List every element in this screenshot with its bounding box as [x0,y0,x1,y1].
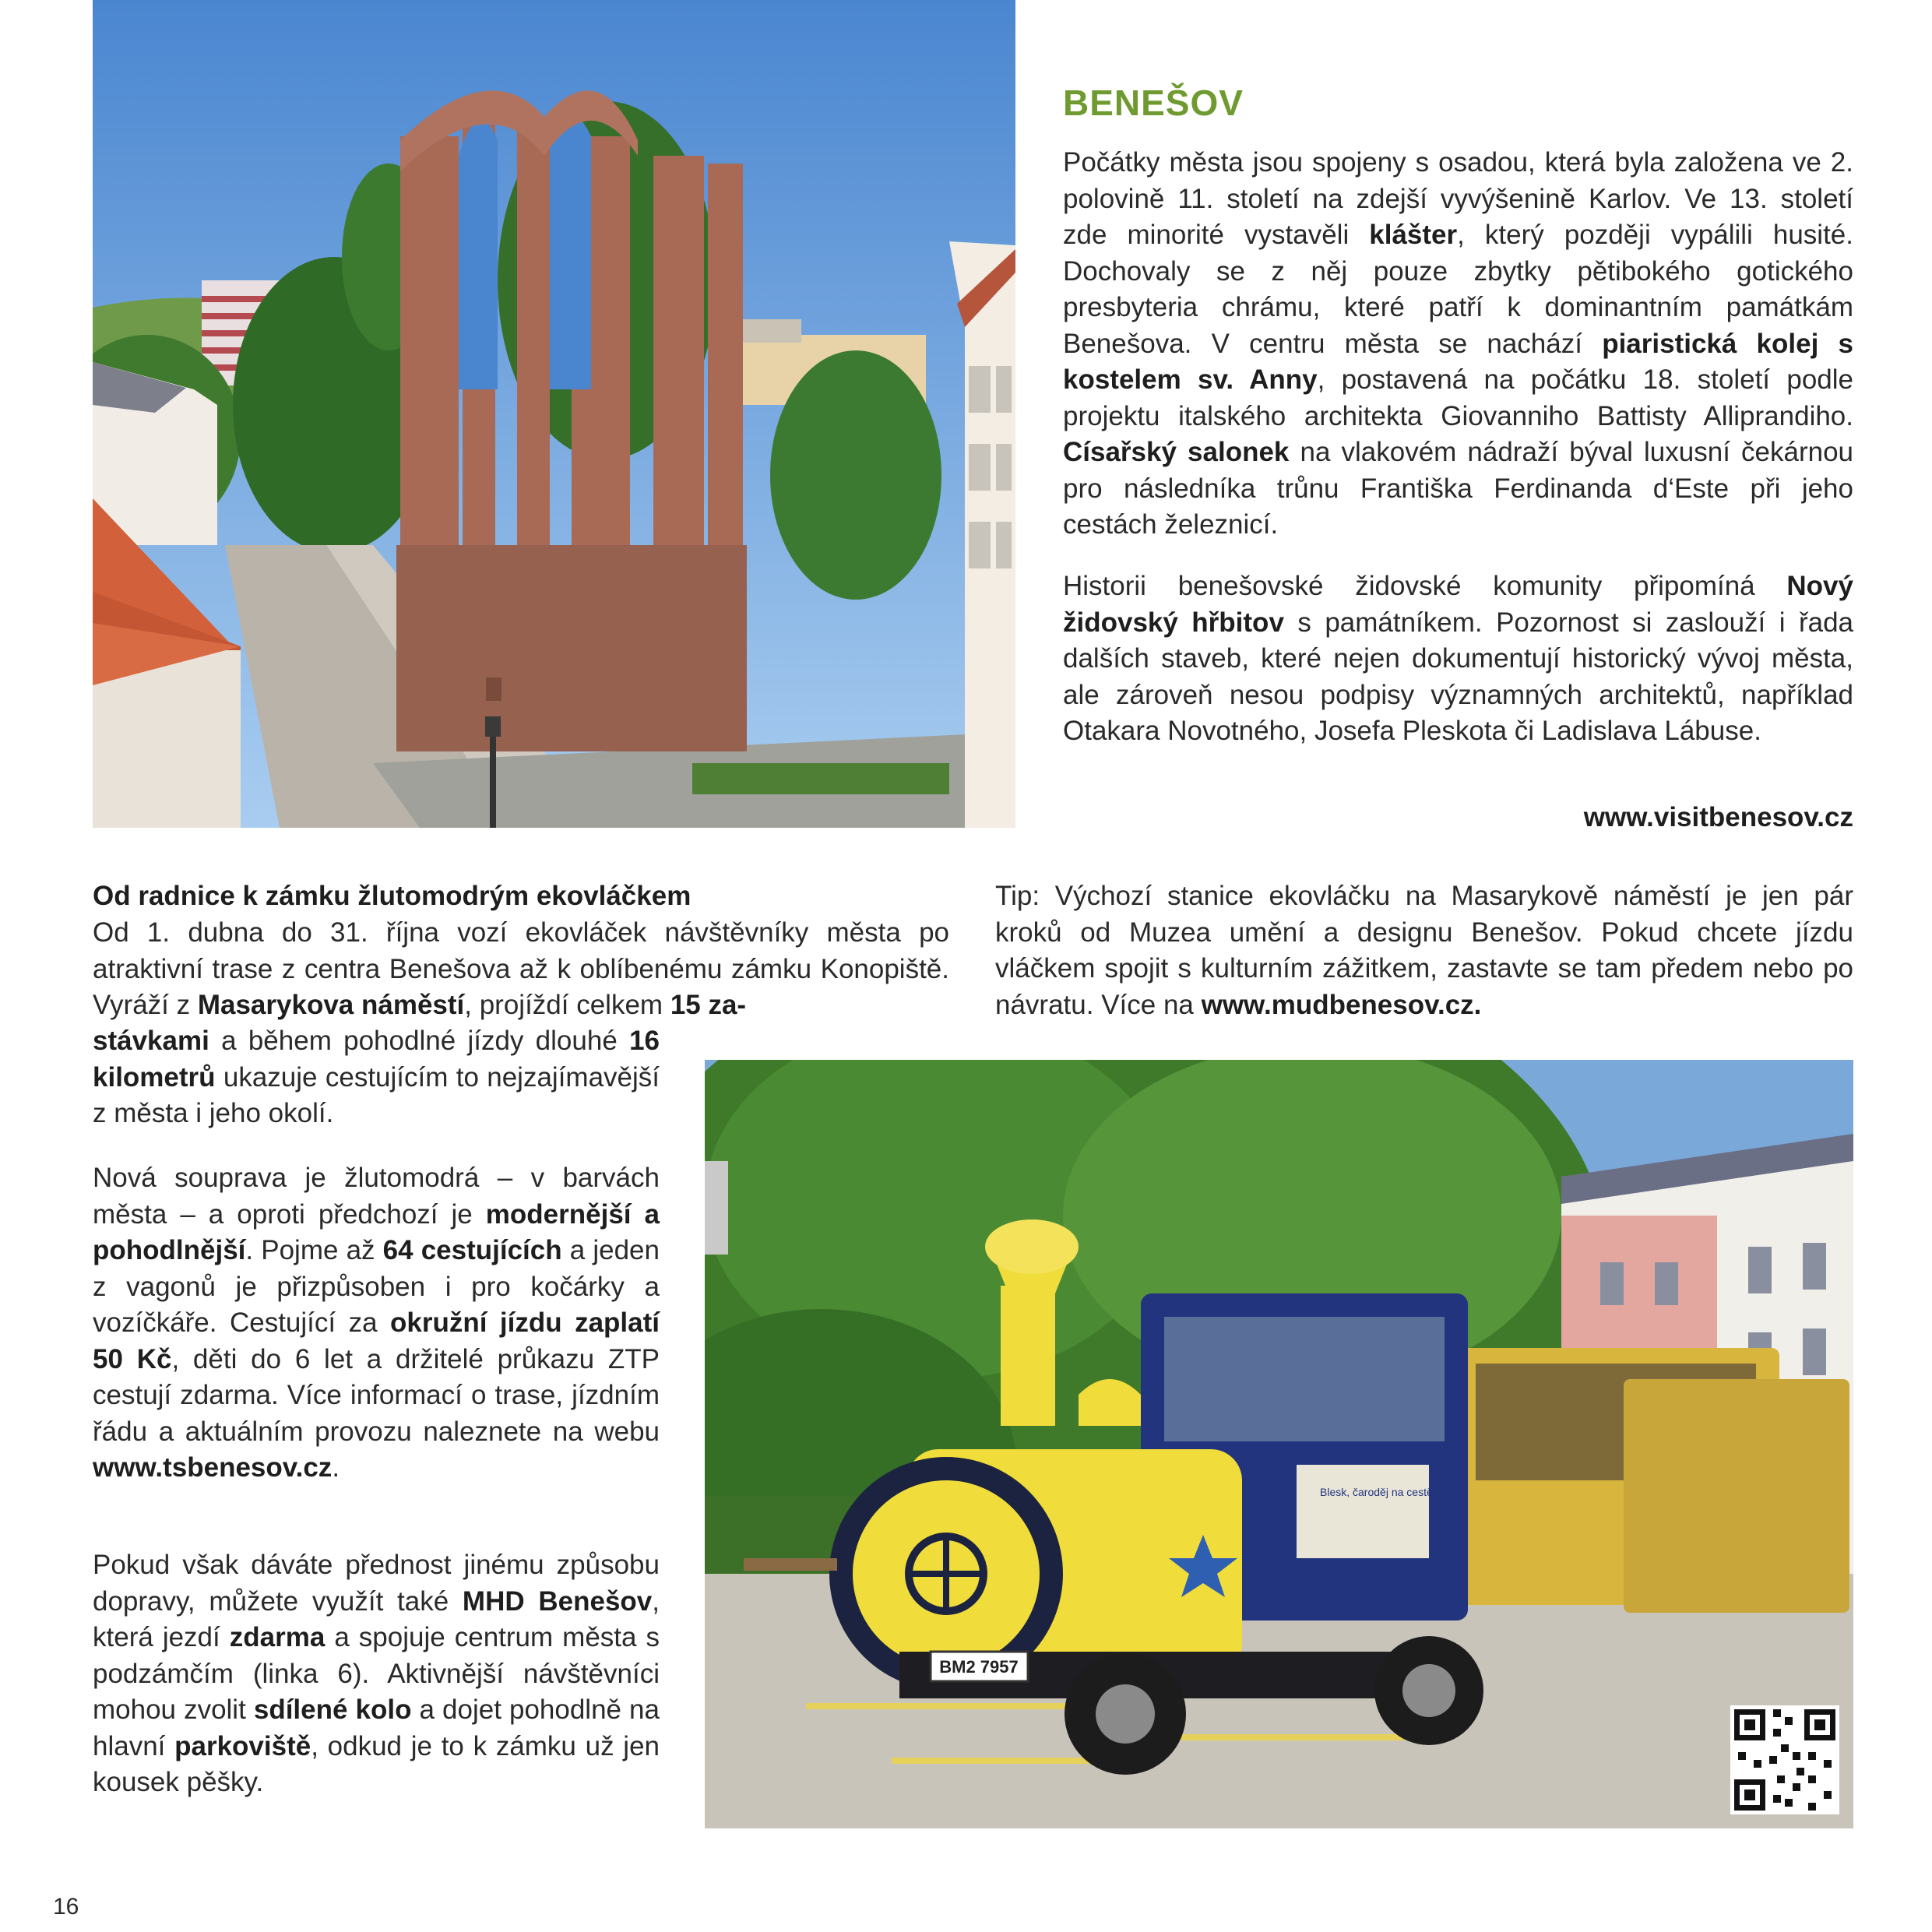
train-paragraph-3 [93,1547,660,1801]
license-plate: BM2 7957 [939,1657,1019,1677]
emphasized-text: Nový židovský hřbitov [1063,571,1853,638]
text-run: . Pojme až [245,1235,383,1265]
text-run: , děti do 6 let a držitelé průkazu ZTP cestují zdarma. Více informací o trase, jízdním řádu a aktuálním provozu naleznete na webu [93,1343,660,1447]
text-run: , která jezdí [93,1585,660,1652]
emphasized-text: 64 cestujících [382,1235,562,1265]
emphasized-text: klášter [1369,220,1458,250]
eco-train-photo [705,1060,1853,1828]
emphasized-text: parkoviště [174,1730,311,1761]
ruin-church-photo [93,0,1015,828]
emphasized-text: Císařský salonek [1063,437,1290,467]
page-number: 16 [53,1894,79,1920]
text-run: a spojuje centrum města s podzámčím (linka 6). Aktivnější návštěvníci mohou zvolit [93,1622,660,1725]
tip-box [995,878,1853,1023]
text-run: . [332,1452,340,1483]
train-paragraph-1-part-2 [93,1023,660,1132]
train-paragraph-1-part-1 [93,915,949,1024]
visit-benesov-link[interactable]: www.visitbenesov.cz [1583,802,1853,832]
emphasized-text: stávkami [93,1026,209,1056]
text-run: Pokud však dáváte přednost jinému způsobu dopravy, můžete využít také [93,1550,660,1617]
emphasized-text: 15 za- [670,990,747,1020]
text-run: , postavená na počátku 18. století podle projektu italského architekta Giovanniho Battisty Alliprandiho. [1063,364,1853,431]
text-run: ukazuje cestujícím to nejzajímavější z města i jeho okolí. [93,1061,660,1128]
text-run: a během pohodlné jízdy dlouhé [209,1026,630,1056]
text-run: Počátky města jsou spojeny s osadou, která byla založena ve 2. polovině 11. století na zdejší vyvýšenině Karlov. Ve 13. století zde minorité vystavěli [1063,147,1853,250]
train-side-text: Blesk, čaroděj na cestě [1320,1486,1433,1498]
text-run: Historii benešovské židovské komunity připomíná [1063,571,1787,601]
train-paragraph-2 [93,1160,660,1487]
emphasized-text: MHD Benešov [462,1585,653,1617]
emphasized-text: www.mudbenesov.cz. [1201,989,1482,1020]
emphasized-text: modernější a pohodlnější [93,1198,660,1265]
emphasized-text: piaristická kolej s kostelem sv. Anny [1063,328,1853,395]
text-run: Od 1. dubna do 31. října vozí ekovláček návštěvníky města po atraktivní trase z centra Benešova až k oblíbenému zámku Konopiště. Vyráží z [93,917,949,1020]
text-run: , odkud je to k zámku už jen kousek pěšky. [93,1730,660,1797]
page-title: BENEŠOV [1063,83,1244,123]
intro-paragraph-2 [1063,568,1853,750]
text-run: Nová souprava je žlutomodrá – v barvách města – a oproti předchozí je [93,1163,660,1230]
text-run: a dojet pohodlně na hlavní [93,1694,660,1761]
emphasized-text: 16 kilometrů [93,1026,660,1093]
qr-code-icon[interactable] [1730,1705,1839,1814]
text-run: , který později vypálili husité. Dochovaly se z něj pouze zbytky pětibokého gotického presbyteria chrámu, které patří k dominantním památkám Benešova. V centru města se nachází [1063,220,1853,359]
intro-paragraph-1 [1063,145,1853,544]
emphasized-text: www.tsbenesov.cz [93,1452,333,1483]
emphasized-text: okružní jízdu zaplatí 50 Kč [93,1307,660,1374]
text-run: a jeden z vagonů je přizpůsoben i pro kočárky a vozíčkáře. Cestující za [93,1235,660,1338]
text-run: , projíždí celkem [464,990,670,1020]
emphasized-text: sdílené kolo [253,1694,412,1725]
train-section-heading: Od radnice k zámku žlutomodrým ekovláčkem [93,881,692,911]
text-run: s památníkem. Pozornost si zaslouží i řada dalších staveb, které nejen dokumentují historický vývoj města, ale zároveň nesou podpisy významných architektů, například Otakara Novotného, Josefa Pleskota či Ladislava Lábuse. [1063,607,1853,746]
text-run: Tip: Výchozí stanice ekovláčku na Masarykově náměstí je jen pár kroků od Muzea umění a designu Benešov. Pokud chcete jízdu vláčkem spojit s kulturním zážitkem, zastavte se tam předem nebo po návratu. Více na [995,881,1853,1020]
text-run: na vlakovém nádraží býval luxusní čekárnou pro následníka trůnu Františka Ferdinanda d‘Este při jeho cestách železnicí. [1063,437,1854,540]
emphasized-text: Masarykova náměstí [197,990,465,1020]
emphasized-text: zdarma [229,1622,326,1652]
